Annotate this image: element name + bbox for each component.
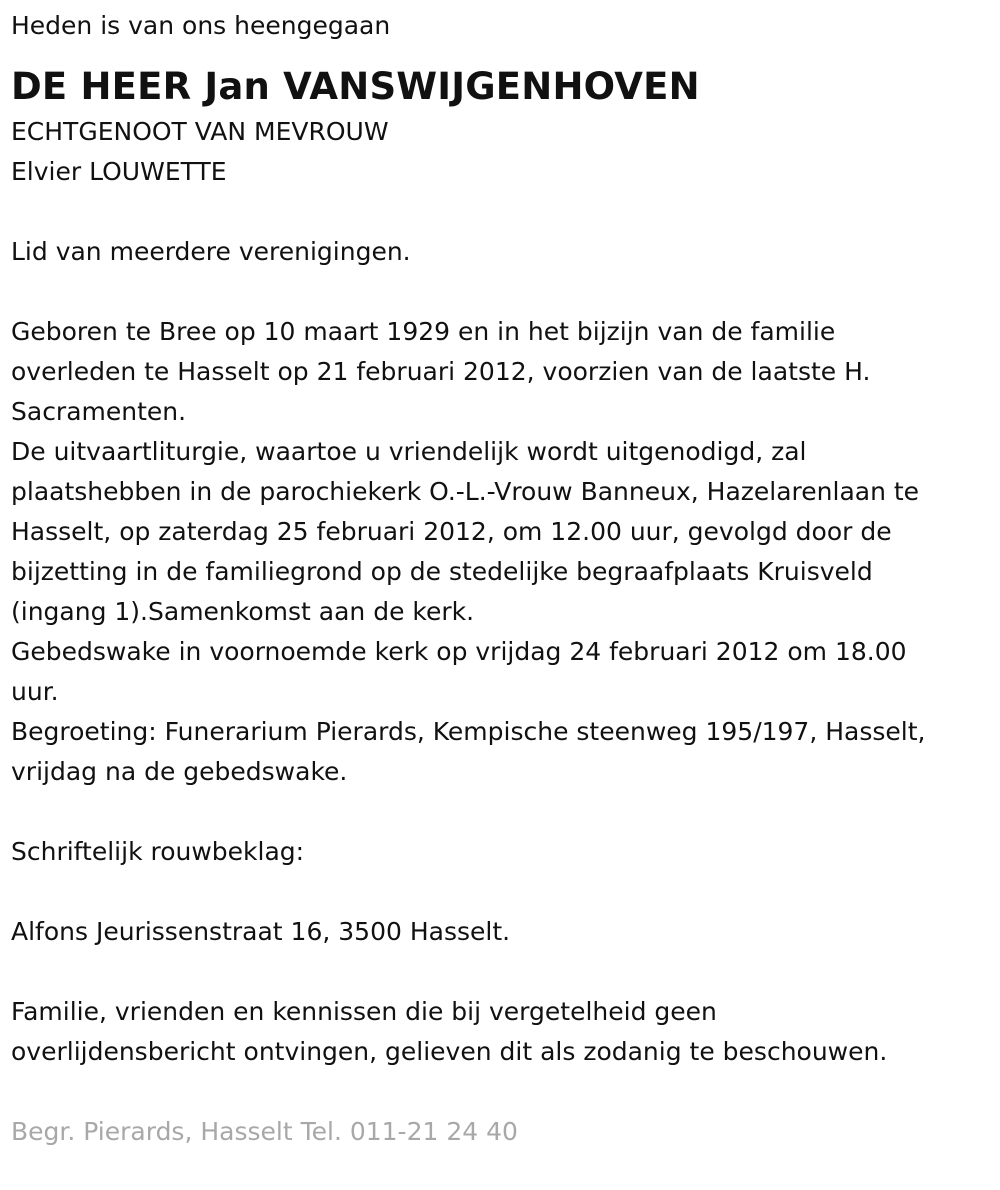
body-line: plaatshebben in de parochiekerk O.-L.-Vrouw Banneux, Hazelarenlaan te bbox=[11, 477, 920, 506]
death-notice bbox=[11, 8, 986, 1152]
body-line: De uitvaartliturgie, waartoe u vriendelijk wordt uitgenodigd, zal bbox=[11, 437, 807, 466]
spouse-line-1: ECHTGENOOT VAN MEVROUW bbox=[11, 117, 389, 146]
spacer bbox=[11, 952, 986, 992]
spacer bbox=[11, 192, 986, 232]
condolence-label: Schriftelijk rouwbeklag: bbox=[11, 837, 305, 866]
body-line: bijzetting in de familiegrond op de stedelijke begraafplaats Kruisveld bbox=[11, 557, 873, 586]
spacer bbox=[11, 1072, 986, 1112]
spouse-line-2: Elvier LOUWETTE bbox=[11, 157, 227, 186]
closing-line: overlijdensbericht ontvingen, gelieven dit als zodanig te beschouwen. bbox=[11, 1037, 888, 1066]
spacer bbox=[11, 792, 986, 832]
body-line: uur. bbox=[11, 677, 59, 706]
body-line: Hasselt, op zaterdag 25 februari 2012, om 12.00 uur, gevolgd door de bbox=[11, 517, 892, 546]
body-line: Begroeting: Funerarium Pierards, Kempische steenweg 195/197, Hasselt, bbox=[11, 717, 926, 746]
body-line: Sacramenten. bbox=[11, 397, 187, 426]
funeral-home-footer: Begr. Pierards, Hasselt Tel. 011-21 24 40 bbox=[11, 1117, 518, 1146]
spacer bbox=[11, 272, 986, 312]
closing-line: Familie, vrienden en kennissen die bij vergetelheid geen bbox=[11, 997, 717, 1026]
body-line: vrijdag na de gebedswake. bbox=[11, 757, 348, 786]
spacer bbox=[11, 872, 986, 912]
membership-text: Lid van meerdere verenigingen. bbox=[11, 237, 411, 266]
condolence-address: Alfons Jeurissenstraat 16, 3500 Hasselt. bbox=[11, 917, 511, 946]
intro-text: Heden is van ons heengegaan bbox=[11, 11, 391, 40]
notice-body bbox=[11, 312, 986, 792]
body-line: Gebedswake in voornoemde kerk op vrijdag 24 februari 2012 om 18.00 bbox=[11, 637, 907, 666]
body-line: overleden te Hasselt op 21 februari 2012, voorzien van de laatste H. bbox=[11, 357, 871, 386]
deceased-name: DE HEER Jan VANSWIJGENHOVEN bbox=[11, 65, 700, 108]
body-line: Geboren te Bree op 10 maart 1929 en in het bijzijn van de familie bbox=[11, 317, 836, 346]
body-line: (ingang 1).Samenkomst aan de kerk. bbox=[11, 597, 475, 626]
